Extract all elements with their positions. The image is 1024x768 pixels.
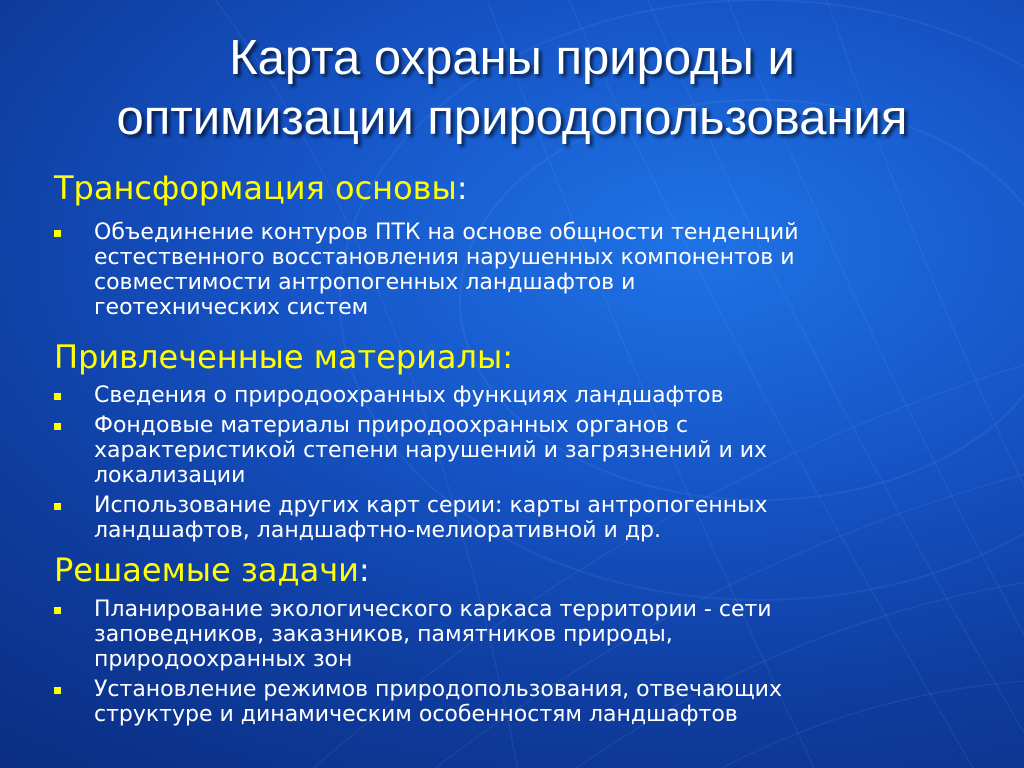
list-item-line: Фондовые материалы природоохранных органов с <box>94 413 689 438</box>
slide-title-line-2: оптимизации природопользования <box>116 91 908 145</box>
list-item-text <box>94 677 782 727</box>
list-item-text <box>94 597 772 672</box>
section-heading-materials <box>54 338 513 376</box>
list-item-line: Планирование экологического каркаса территории - сети <box>94 597 772 622</box>
section-heading-colon: : <box>502 338 514 376</box>
section-heading-text: Решаемые задачи <box>54 551 359 589</box>
list-item-line: Объединение контуров ПТК на основе общности тенденций <box>94 220 799 245</box>
list-item-line: ландшафтов, ландшафтно-мелиоративной и др. <box>94 518 662 543</box>
section-heading-text: Привлеченные материалы <box>54 338 503 376</box>
square-bullet-icon <box>54 503 61 510</box>
list-item-line: геотехнических систем <box>94 295 369 320</box>
list-item-line: Установление режимов природопользования, отвечающих <box>94 677 782 702</box>
square-bullet-icon <box>54 423 61 430</box>
list-item-text <box>94 383 724 408</box>
list-item-text <box>94 220 799 320</box>
section-heading-colon: : <box>358 551 370 589</box>
square-bullet-icon <box>54 607 61 614</box>
list-item-line: естественного восстановления нарушенных компонентов и <box>94 245 795 270</box>
list-item-line: заповедников, заказников, памятников природы, <box>94 622 673 647</box>
square-bullet-icon <box>54 393 61 400</box>
list-item-text <box>94 413 767 488</box>
section-heading-text: Трансформация основы <box>54 169 457 207</box>
section-heading-transformation <box>54 169 468 207</box>
list-item-line: локализации <box>94 463 246 488</box>
list-item-line: Использование других карт серии: карты антропогенных <box>94 493 768 518</box>
list-item-line: характеристикой степени нарушений и загрязнений и их <box>94 438 768 463</box>
list-item-text <box>94 493 768 543</box>
list-item-line: Сведения о природоохранных функциях ландшафтов <box>94 383 724 408</box>
section-heading-tasks <box>54 551 370 589</box>
slide-title-line-1: Карта охраны природы и <box>229 31 795 85</box>
list-item-line: совместимости антропогенных ландшафтов и <box>94 270 636 295</box>
square-bullet-icon <box>54 687 61 694</box>
square-bullet-icon <box>54 230 61 237</box>
list-item-line: структуре и динамическим особенностям ландшафтов <box>94 702 738 727</box>
list-item-line: природоохранных зон <box>94 647 353 672</box>
section-heading-colon: : <box>456 169 468 207</box>
